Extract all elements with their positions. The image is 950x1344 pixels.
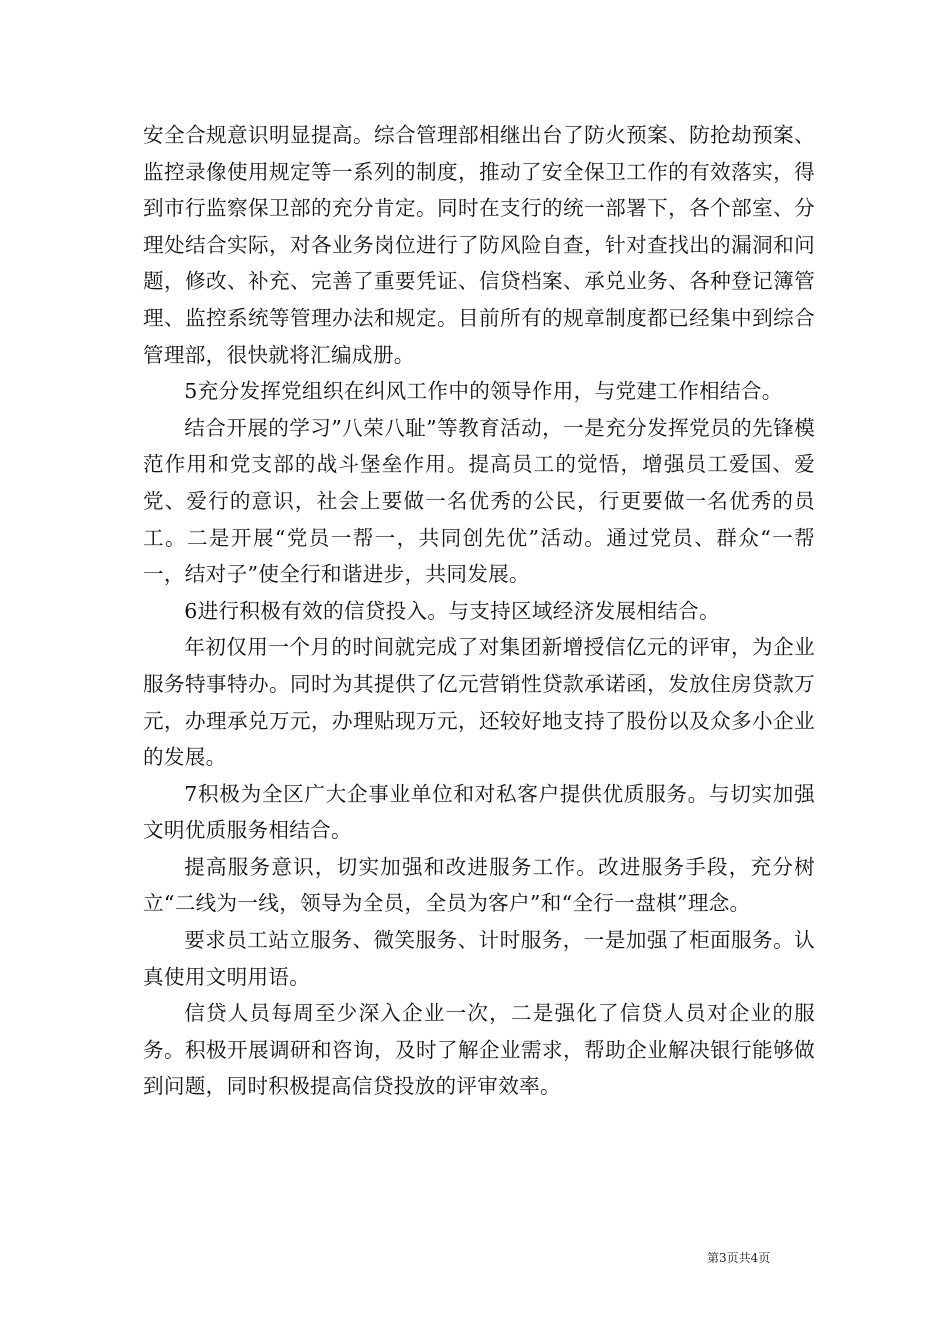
paragraph-2: 5充分发挥党组织在纠风工作中的领导作用，与党建工作相结合。 xyxy=(184,379,783,404)
paragraph-4: 6进行积极有效的信贷投入。与支持区域经济发展相结合。 xyxy=(184,598,720,623)
page-number-footer: 第3页共4页 xyxy=(707,1251,771,1265)
paragraph-5: 年初仅用一个月的时间就完成了对集团新增授信亿元的评审，为企业服务特事特办。同时为其提供了亿元营销性贷款承诺函，发放住房贷款万元，办理承兑万元，办理贴现万元，还较好地支持了股份以及众多小企业的发展。 xyxy=(143,635,815,770)
paragraph-1: 安全合规意识明显提高。综合管理部相继出台了防火预案、防抢劫预案、监控录像使用规定等一系列的制度，推动了安全保卫工作的有效落实，得到市行监察保卫部的充分肯定。同时在支行的统一部署下，各个部室、分理处结合实际，对各业务岗位进行了防风险自查，针对查找出的漏洞和问题，修改、补充、完善了重要凭证、信贷档案、承兑业务、各种登记簿管理、监控系统等管理办法和规定。目前所有的规章制度都已经集中到综合管理部，很快就将汇编成册。 xyxy=(143,123,815,367)
paragraph-6: 7积极为全区广大企事业单位和对私客户提供优质服务。与切实加强文明优质服务相结合。 xyxy=(143,781,815,843)
paragraph-8: 要求员工站立服务、微笑服务、计时服务，一是加强了柜面服务。认真使用文明用语。 xyxy=(143,928,815,989)
paragraph-3: 结合开展的学习”八荣八耻”等教育活动，一是充分发挥党员的先锋模范作用和党支部的战斗堡垒作用。提高员工的觉悟，增强员工爱国、爱党、爱行的意识，社会上要做一名优秀的公民，行更要做一名优秀的员工。二是开展“党员一帮一，共同创先优”活动。通过党员、群众“一帮一，结对子”使全行和谐进步，共同发展。 xyxy=(143,415,815,587)
paragraph-9: 信贷人员每周至少深入企业一次，二是强化了信贷人员对企业的服务。积极开展调研和咨询，及时了解企业需求，帮助企业解决银行能够做到问题，同时积极提高信贷投放的评审效率。 xyxy=(143,1001,815,1099)
paragraph-7: 提高服务意识，切实加强和改进服务工作。改进服务手段，充分树立“二线为一线，领导为全员，全员为客户”和“全行一盘棋”理念。 xyxy=(143,854,815,916)
document-body xyxy=(143,117,815,1105)
